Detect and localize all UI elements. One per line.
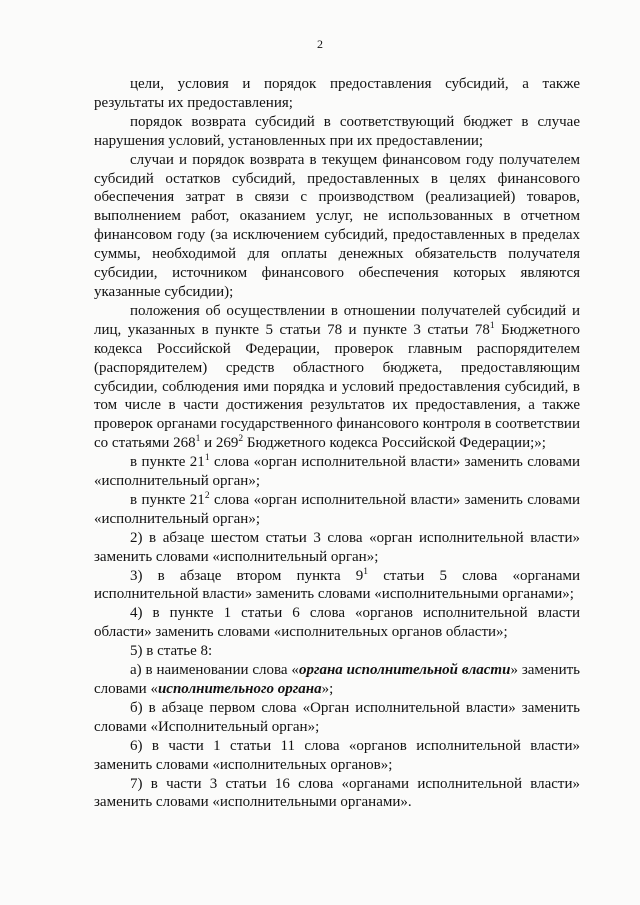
- text-run: статьи 5 слова «органами исполнительной власти» заменить словами «исполнительными органами»;: [94, 567, 581, 603]
- paragraph: [94, 302, 580, 453]
- bold-italic-run: органа исполнительной власти: [298, 662, 511, 679]
- page-number: 2: [317, 37, 323, 51]
- text-run: в пункте 21: [130, 491, 205, 508]
- paragraph: цели, условия и порядок предоставления субсидий, а также результаты их предоставления;: [94, 76, 580, 111]
- paragraph: [94, 661, 580, 699]
- superscript: 2: [204, 490, 210, 501]
- paragraph: 5) в статье 8:: [130, 643, 213, 660]
- text-run: слова «орган исполнительной власти» заменить словами «исполнительный орган»;: [94, 454, 580, 490]
- superscript: 1: [195, 434, 201, 445]
- text-run: в пункте 21: [130, 454, 205, 471]
- text-run: и 269: [200, 435, 239, 452]
- text-run: »;: [321, 681, 334, 697]
- bold-italic-run: исполнительного органа: [157, 681, 322, 697]
- paragraph: 6) в части 1 статьи 11 слова «органов исполнительной власти» заменить словами «исполнительных органов»;: [94, 737, 580, 773]
- document-body: [94, 75, 580, 812]
- text-run: слова «орган исполнительной власти» заменить словами «исполнительный орган»;: [94, 491, 580, 527]
- text-run: » заменить словами «: [94, 662, 580, 697]
- paragraph: б) в абзаце первом слова «Орган исполнительной власти» заменить словами «Исполнительный орган»;: [94, 699, 580, 735]
- superscript: 1: [489, 320, 495, 331]
- superscript: 1: [204, 453, 210, 464]
- text-run: положения об осуществлении в отношении получателей субсидий и лиц, указанных в пункте 5 статьи 78 и пункте 3 статьи 78: [94, 302, 580, 338]
- paragraph: [94, 453, 580, 491]
- superscript: 2: [238, 434, 244, 445]
- text-run: Бюджетного кодекса Российской Федерации, проверок главным распорядителем (распорядителем) средств областного бюджета, предоставляющим субсидии, соблюдения ими порядка и условий предоставления субсидий, в том числе в части достижения результатов их предоставления, а также проверок органами государственного финансового контроля в соответствии со статьями 268: [94, 321, 581, 452]
- paragraph: случаи и порядок возврата в текущем финансовом году получателем субсидий остатков субсидий, предоставленных в целях финансового обеспечения затрат в связи с производством (реализацией) товаров, выполнением работ, оказанием услуг, не использованных в отчетном финансовом году (за исключением субсидий, предоставленных в пределах суммы, необходимой для оплаты денежных обязательств получателя субсидии, источником финансового обеспечения которых являются указанные субсидии);: [94, 151, 580, 300]
- paragraph: 7) в части 3 статьи 16 слова «органами исполнительной власти» заменить словами «исполнительными органами».: [94, 775, 580, 811]
- text-run: а) в наименовании слова «: [130, 662, 299, 679]
- paragraph: 2) в абзаце шестом статьи 3 слова «орган исполнительной власти» заменить словами «исполнительный орган»;: [94, 529, 580, 565]
- text-run: 3) в абзаце втором пункта 9: [130, 567, 364, 584]
- paragraph: 4) в пункте 1 статьи 6 слова «органов исполнительной власти области» заменить словами «исполнительных органов области»;: [94, 605, 580, 641]
- paragraph: [94, 567, 580, 605]
- paragraph: [94, 491, 580, 529]
- superscript: 1: [363, 566, 369, 577]
- paragraph: порядок возврата субсидий в соответствующий бюджет в случае нарушения условий, установленных при их предоставлении;: [94, 113, 580, 149]
- text-run: Бюджетного кодекса Российской Федерации;»;: [243, 435, 546, 452]
